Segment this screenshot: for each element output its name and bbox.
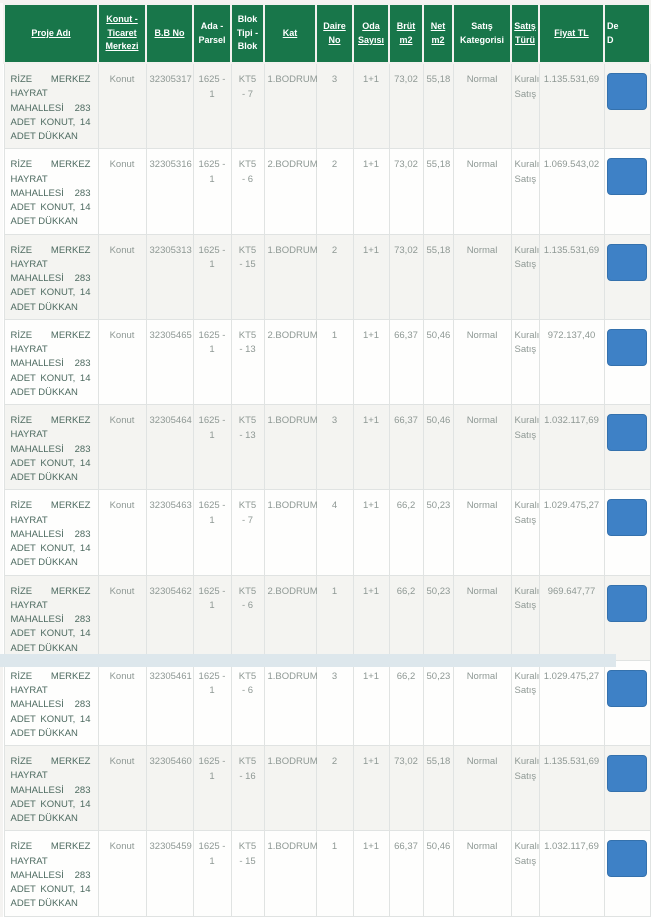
cell-brut_m2: 66,2 [389,575,423,660]
cell-konut_ticaret: Konut [98,63,146,149]
sort-link-net_m2[interactable]: Net m2 [430,21,446,45]
cell-brut_m2: 66,2 [389,660,423,745]
cell-fiyat_tl: 969.647,77 [539,575,604,660]
cell-blok_tipi_blok: KT5 - 6 [231,575,264,660]
cell-proje_adi: RİZE MERKEZ HAYRAT MAHALLESİ 283 ADET KONUT, 14 ADET DÜKKAN [4,405,98,490]
cell-brut_m2: 66,2 [389,490,423,575]
cell-fiyat_tl: 1.069.543,02 [539,149,604,234]
cell-kat: 1.BODRUM [264,746,316,831]
cell-satis_turu: Kuralı Satış [511,660,539,745]
column-header-oda_sayisi [353,4,389,63]
cell-ada_parsel: 1625 - 1 [193,746,231,831]
cell-fiyat_tl: 1.029.475,27 [539,660,604,745]
cell-detay [604,319,650,404]
detail-button[interactable] [607,670,647,707]
detail-button[interactable] [607,73,647,110]
cell-bb_no: 32305313 [146,234,193,319]
cell-kat: 2.BODRUM [264,575,316,660]
sort-link-konut_ticaret[interactable]: Konut - Ticaret Merkezi [105,14,139,52]
cell-ada_parsel: 1625 - 1 [193,149,231,234]
cell-konut_ticaret: Konut [98,234,146,319]
column-header-konut_ticaret [98,4,146,63]
cell-oda_sayisi: 1+1 [353,234,389,319]
cell-blok_tipi_blok: KT5 - 6 [231,149,264,234]
table-row [4,746,650,831]
cell-proje_adi: RİZE MERKEZ HAYRAT MAHALLESİ 283 ADET KONUT, 14 ADET DÜKKAN [4,490,98,575]
page-background-strip [0,654,616,667]
cell-satis_turu: Kuralı Satış [511,149,539,234]
sort-link-daire_no[interactable]: Daire No [323,21,346,45]
table-row [4,319,650,404]
cell-brut_m2: 73,02 [389,234,423,319]
cell-ada_parsel: 1625 - 1 [193,319,231,404]
sort-link-satis_turu[interactable]: Satış Türü [514,21,536,45]
cell-ada_parsel: 1625 - 1 [193,405,231,490]
cell-blok_tipi_blok: KT5 - 7 [231,490,264,575]
sort-link-kat[interactable]: Kat [282,27,298,38]
table-row [4,575,650,660]
cell-daire_no: 2 [316,746,353,831]
cell-brut_m2: 66,37 [389,831,423,916]
cell-fiyat_tl: 1.032.117,69 [539,405,604,490]
table-row [4,234,650,319]
cell-bb_no: 32305463 [146,490,193,575]
cell-bb_no: 32305462 [146,575,193,660]
cell-daire_no: 1 [316,319,353,404]
cell-konut_ticaret: Konut [98,575,146,660]
cell-oda_sayisi: 1+1 [353,746,389,831]
cell-bb_no: 32305465 [146,319,193,404]
cell-konut_ticaret: Konut [98,660,146,745]
table-row [4,831,650,916]
cell-detay [604,831,650,916]
header-label-ada_parsel: Ada - Parsel [198,21,226,45]
cell-detay [604,490,650,575]
sort-link-brut_m2[interactable]: Brüt m2 [396,21,416,45]
cell-blok_tipi_blok: KT5 - 13 [231,319,264,404]
detail-button[interactable] [607,329,647,366]
cell-bb_no: 32305316 [146,149,193,234]
cell-bb_no: 32305459 [146,831,193,916]
sort-link-bb_no[interactable]: B.B No [154,27,185,38]
table-row [4,660,650,745]
cell-ada_parsel: 1625 - 1 [193,234,231,319]
cell-satis_kategorisi: Normal [453,490,511,575]
cell-kat: 2.BODRUM [264,319,316,404]
cell-konut_ticaret: Konut [98,319,146,404]
detail-button[interactable] [607,585,647,622]
cell-proje_adi: RİZE MERKEZ HAYRAT MAHALLESİ 283 ADET KONUT, 14 ADET DÜKKAN [4,319,98,404]
cell-net_m2: 55,18 [423,746,453,831]
cell-fiyat_tl: 1.032.117,69 [539,831,604,916]
cell-konut_ticaret: Konut [98,746,146,831]
cell-oda_sayisi: 1+1 [353,575,389,660]
cell-ada_parsel: 1625 - 1 [193,575,231,660]
cell-blok_tipi_blok: KT5 - 13 [231,405,264,490]
cell-satis_kategorisi: Normal [453,149,511,234]
cell-proje_adi: RİZE MERKEZ HAYRAT MAHALLESİ 283 ADET KONUT, 14 ADET DÜKKAN [4,746,98,831]
cell-satis_kategorisi: Normal [453,746,511,831]
cell-proje_adi: RİZE MERKEZ HAYRAT MAHALLESİ 283 ADET KONUT, 14 ADET DÜKKAN [4,234,98,319]
column-header-proje_adi [4,4,98,63]
cell-bb_no: 32305461 [146,660,193,745]
cell-daire_no: 1 [316,831,353,916]
table-row [4,63,650,149]
column-header-satis_turu [511,4,539,63]
sort-link-fiyat_tl[interactable]: Fiyat TL [554,27,589,38]
cell-ada_parsel: 1625 - 1 [193,490,231,575]
detail-button[interactable] [607,499,647,536]
cell-satis_turu: Kuralı Satış [511,831,539,916]
table-row [4,490,650,575]
cell-daire_no: 4 [316,490,353,575]
cell-net_m2: 50,46 [423,319,453,404]
header-label-satis_kategorisi: Satış Kategorisi [459,21,504,45]
cell-blok_tipi_blok: KT5 - 15 [231,234,264,319]
table-row [4,405,650,490]
cell-proje_adi: RİZE MERKEZ HAYRAT MAHALLESİ 283 ADET KONUT, 14 ADET DÜKKAN [4,63,98,149]
cell-satis_turu: Kuralı Satış [511,319,539,404]
cell-fiyat_tl: 1.135.531,69 [539,746,604,831]
cell-kat: 1.BODRUM [264,660,316,745]
cell-net_m2: 50,46 [423,831,453,916]
cell-satis_turu: Kuralı Satış [511,575,539,660]
table-header-row [4,4,650,63]
cell-blok_tipi_blok: KT5 - 15 [231,831,264,916]
cell-konut_ticaret: Konut [98,490,146,575]
header-label-blok_tipi_blok: Blok Tipi - Blok [236,14,259,52]
cell-ada_parsel: 1625 - 1 [193,831,231,916]
column-header-fiyat_tl [539,4,604,63]
cell-daire_no: 3 [316,63,353,149]
cell-proje_adi: RİZE MERKEZ HAYRAT MAHALLESİ 283 ADET KONUT, 14 ADET DÜKKAN [4,575,98,660]
cell-oda_sayisi: 1+1 [353,149,389,234]
sort-link-proje_adi[interactable]: Proje Adı [31,27,71,38]
detail-button[interactable] [607,755,647,792]
cell-brut_m2: 66,37 [389,319,423,404]
cell-satis_kategorisi: Normal [453,405,511,490]
cell-satis_kategorisi: Normal [453,234,511,319]
cell-kat: 1.BODRUM [264,490,316,575]
cell-detay [604,575,650,660]
cell-daire_no: 3 [316,405,353,490]
cell-brut_m2: 73,02 [389,63,423,149]
cell-fiyat_tl: 1.029.475,27 [539,490,604,575]
cell-bb_no: 32305464 [146,405,193,490]
cell-detay [604,660,650,745]
cell-brut_m2: 73,02 [389,149,423,234]
housing-listings-page [0,3,619,910]
sort-link-oda_sayisi[interactable]: Oda Sayısı [357,21,385,45]
cell-satis_kategorisi: Normal [453,63,511,149]
column-header-net_m2 [423,4,453,63]
cell-fiyat_tl: 972.137,40 [539,319,604,404]
cell-detay [604,234,650,319]
cell-blok_tipi_blok: KT5 - 6 [231,660,264,745]
cell-blok_tipi_blok: KT5 - 7 [231,63,264,149]
cell-daire_no: 3 [316,660,353,745]
cell-satis_kategorisi: Normal [453,575,511,660]
cell-brut_m2: 73,02 [389,746,423,831]
cell-net_m2: 55,18 [423,234,453,319]
cell-satis_turu: Kuralı Satış [511,746,539,831]
cell-proje_adi: RİZE MERKEZ HAYRAT MAHALLESİ 283 ADET KONUT, 14 ADET DÜKKAN [4,660,98,745]
cell-kat: 1.BODRUM [264,831,316,916]
cell-oda_sayisi: 1+1 [353,319,389,404]
cell-oda_sayisi: 1+1 [353,490,389,575]
cell-bb_no: 32305460 [146,746,193,831]
column-header-blok_tipi_blok [231,4,264,63]
cell-net_m2: 50,23 [423,575,453,660]
cell-satis_turu: Kuralı Satış [511,490,539,575]
cell-konut_ticaret: Konut [98,405,146,490]
cell-oda_sayisi: 1+1 [353,405,389,490]
cell-kat: 2.BODRUM [264,149,316,234]
cell-satis_kategorisi: Normal [453,319,511,404]
column-header-bb_no [146,4,193,63]
cell-kat: 1.BODRUM [264,63,316,149]
cell-net_m2: 50,23 [423,490,453,575]
cell-detay [604,405,650,490]
cell-proje_adi: RİZE MERKEZ HAYRAT MAHALLESİ 283 ADET KONUT, 14 ADET DÜKKAN [4,831,98,916]
detail-button[interactable] [607,158,647,195]
cell-satis_kategorisi: Normal [453,660,511,745]
cell-net_m2: 50,23 [423,660,453,745]
cell-net_m2: 50,46 [423,405,453,490]
cell-detay [604,746,650,831]
cell-konut_ticaret: Konut [98,831,146,916]
cell-kat: 1.BODRUM [264,234,316,319]
cell-oda_sayisi: 1+1 [353,63,389,149]
cell-net_m2: 55,18 [423,149,453,234]
cell-fiyat_tl: 1.135.531,69 [539,63,604,149]
header-label-detay: De D [607,21,619,45]
cell-oda_sayisi: 1+1 [353,660,389,745]
cell-konut_ticaret: Konut [98,149,146,234]
column-header-ada_parsel [193,4,231,63]
detail-button[interactable] [607,244,647,281]
column-header-brut_m2 [389,4,423,63]
cell-satis_turu: Kuralı Satış [511,63,539,149]
cell-brut_m2: 66,37 [389,405,423,490]
detail-button[interactable] [607,840,647,877]
cell-fiyat_tl: 1.135.531,69 [539,234,604,319]
cell-oda_sayisi: 1+1 [353,831,389,916]
cell-satis_turu: Kuralı Satış [511,405,539,490]
table-row [4,149,650,234]
cell-satis_turu: Kuralı Satış [511,234,539,319]
cell-kat: 1.BODRUM [264,405,316,490]
cell-blok_tipi_blok: KT5 - 16 [231,746,264,831]
cell-satis_kategorisi: Normal [453,831,511,916]
column-header-daire_no [316,4,353,63]
cell-proje_adi: RİZE MERKEZ HAYRAT MAHALLESİ 283 ADET KONUT, 14 ADET DÜKKAN [4,149,98,234]
column-header-kat [264,4,316,63]
cell-daire_no: 2 [316,234,353,319]
column-header-detay [604,4,650,63]
detail-button[interactable] [607,414,647,451]
housing-listings-table [3,3,651,917]
cell-bb_no: 32305317 [146,63,193,149]
cell-detay [604,63,650,149]
cell-detay [604,149,650,234]
cell-net_m2: 55,18 [423,63,453,149]
cell-daire_no: 2 [316,149,353,234]
column-header-satis_kategorisi [453,4,511,63]
cell-ada_parsel: 1625 - 1 [193,63,231,149]
cell-daire_no: 1 [316,575,353,660]
cell-ada_parsel: 1625 - 1 [193,660,231,745]
